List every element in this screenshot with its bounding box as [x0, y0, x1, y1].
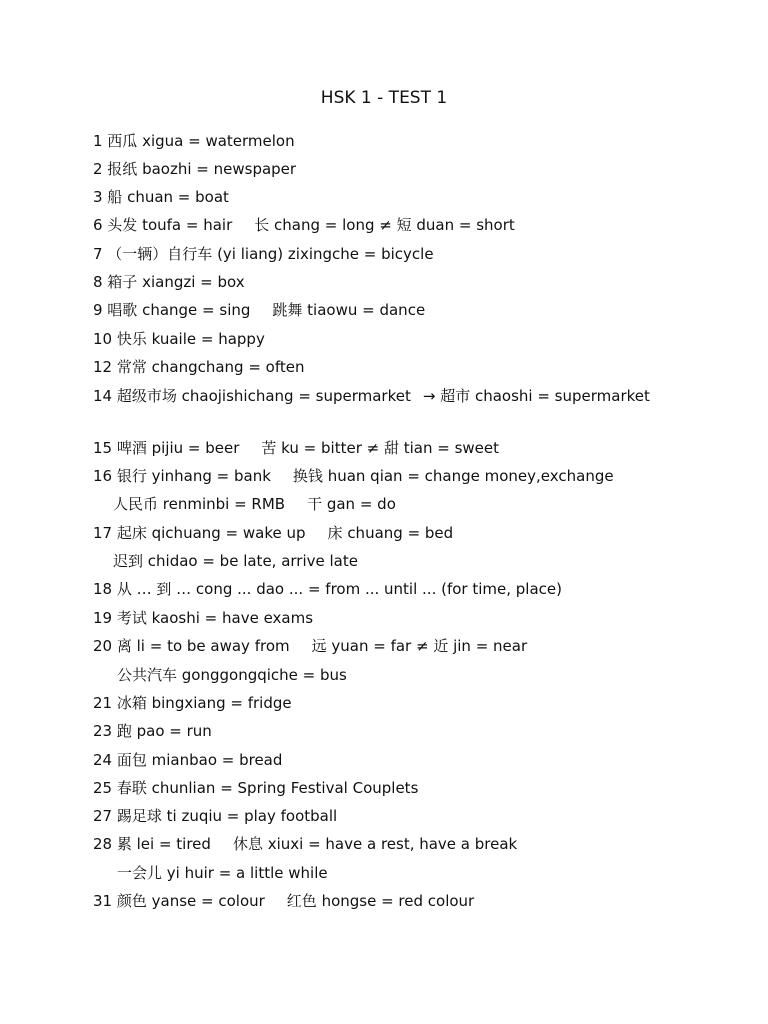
vocab-entry: 16 银行 yinhang = bank — [93, 467, 271, 485]
vocab-line — [93, 186, 229, 208]
vocab-entry: 红色 hongse = red colour — [286, 892, 475, 910]
vocab-entry: 1 西瓜 xigua = watermelon — [93, 132, 295, 150]
vocab-entry: → 超市 chaoshi = supermarket — [422, 387, 650, 405]
vocab-entry: 长 chang = long ≠ 短 duan = short — [254, 216, 515, 234]
vocab-line — [93, 243, 434, 265]
vocab-entry: 8 箱子 xiangzi = box — [93, 273, 245, 291]
vocab-entry: 10 快乐 kuaile = happy — [93, 330, 265, 348]
vocab-line — [93, 777, 418, 799]
vocab-entry: 迟到 chidao = be late, arrive late — [113, 552, 358, 570]
vocab-entry: 换钱 huan qian = change money,exchange — [292, 467, 614, 485]
vocab-line — [93, 271, 245, 293]
vocab-entry: 休息 xiuxi = have a rest, have a break — [232, 835, 518, 853]
vocab-line — [93, 890, 474, 912]
vocab-entry: 21 冰箱 bingxiang = fridge — [93, 694, 292, 712]
vocab-line — [113, 550, 358, 572]
vocab-line — [93, 692, 292, 714]
vocab-line — [93, 465, 614, 487]
vocab-entry: 2 报纸 baozhi = newspaper — [93, 160, 297, 178]
vocab-line — [93, 328, 265, 350]
vocab-line — [117, 664, 347, 686]
vocab-line — [93, 158, 296, 180]
vocab-entry: 25 春联 chunlian = Spring Festival Couplets — [93, 779, 419, 797]
vocab-line — [93, 833, 517, 855]
vocab-entry: 12 常常 changchang = often — [93, 358, 305, 376]
vocab-entry: 17 起床 qichuang = wake up — [93, 524, 306, 542]
vocab-line — [93, 356, 305, 378]
vocab-line — [93, 805, 337, 827]
vocab-line — [93, 522, 453, 544]
vocab-line — [93, 635, 527, 657]
vocab-entry: 远 yuan = far ≠ 近 jin = near — [311, 637, 528, 655]
vocab-line — [93, 299, 425, 321]
vocab-entry: 24 面包 mianbao = bread — [93, 751, 283, 769]
vocab-line — [93, 214, 515, 236]
vocab-entry: 6 头发 toufa = hair — [93, 216, 233, 234]
vocab-entry: 苦 ku = bitter ≠ 甜 tian = sweet — [261, 439, 500, 457]
vocab-entry: 公共汽车 gonggongqiche = bus — [117, 666, 347, 684]
vocab-entry: 20 离 li = to be away from — [93, 637, 290, 655]
vocab-entry: 31 颜色 yanse = colour — [93, 892, 265, 910]
vocab-entry: 床 chuang = bed — [327, 524, 454, 542]
vocab-entry: 18 从 … 到 … cong ... dao ... = from ... until ... (for time, place) — [93, 580, 562, 598]
vocab-entry: 14 超级市场 chaojishichang = supermarket — [93, 387, 411, 405]
vocab-entry: 7 （一辆）自行车 (yi liang) zixingche = bicycle — [93, 245, 434, 263]
vocab-entry: 19 考试 kaoshi = have exams — [93, 609, 314, 627]
vocab-line — [93, 720, 212, 742]
vocab-entry: 人民币 renminbi = RMB — [113, 495, 286, 513]
vocab-line — [93, 749, 282, 771]
vocab-entry: 干 gan = do — [307, 495, 396, 513]
vocab-line — [117, 862, 328, 884]
vocab-entry: 跳舞 tiaowu = dance — [272, 301, 426, 319]
vocab-entry: 一会儿 yi huir = a little while — [117, 864, 328, 882]
vocab-entry: 23 跑 pao = run — [93, 722, 212, 740]
vocab-entry: 15 啤酒 pijiu = beer — [93, 439, 240, 457]
vocab-line — [93, 607, 313, 629]
page-title: HSK 1 - TEST 1 — [320, 88, 448, 108]
vocab-line — [93, 437, 499, 459]
vocab-line — [113, 493, 396, 515]
vocab-entry: 9 唱歌 change = sing — [93, 301, 251, 319]
vocab-line — [93, 385, 650, 407]
vocab-line — [93, 130, 295, 152]
vocab-entry: 27 踢足球 ti zuqiu = play football — [93, 807, 338, 825]
vocab-entry: 3 船 chuan = boat — [93, 188, 229, 206]
vocab-line — [93, 578, 562, 600]
vocab-entry: 28 累 lei = tired — [93, 835, 211, 853]
